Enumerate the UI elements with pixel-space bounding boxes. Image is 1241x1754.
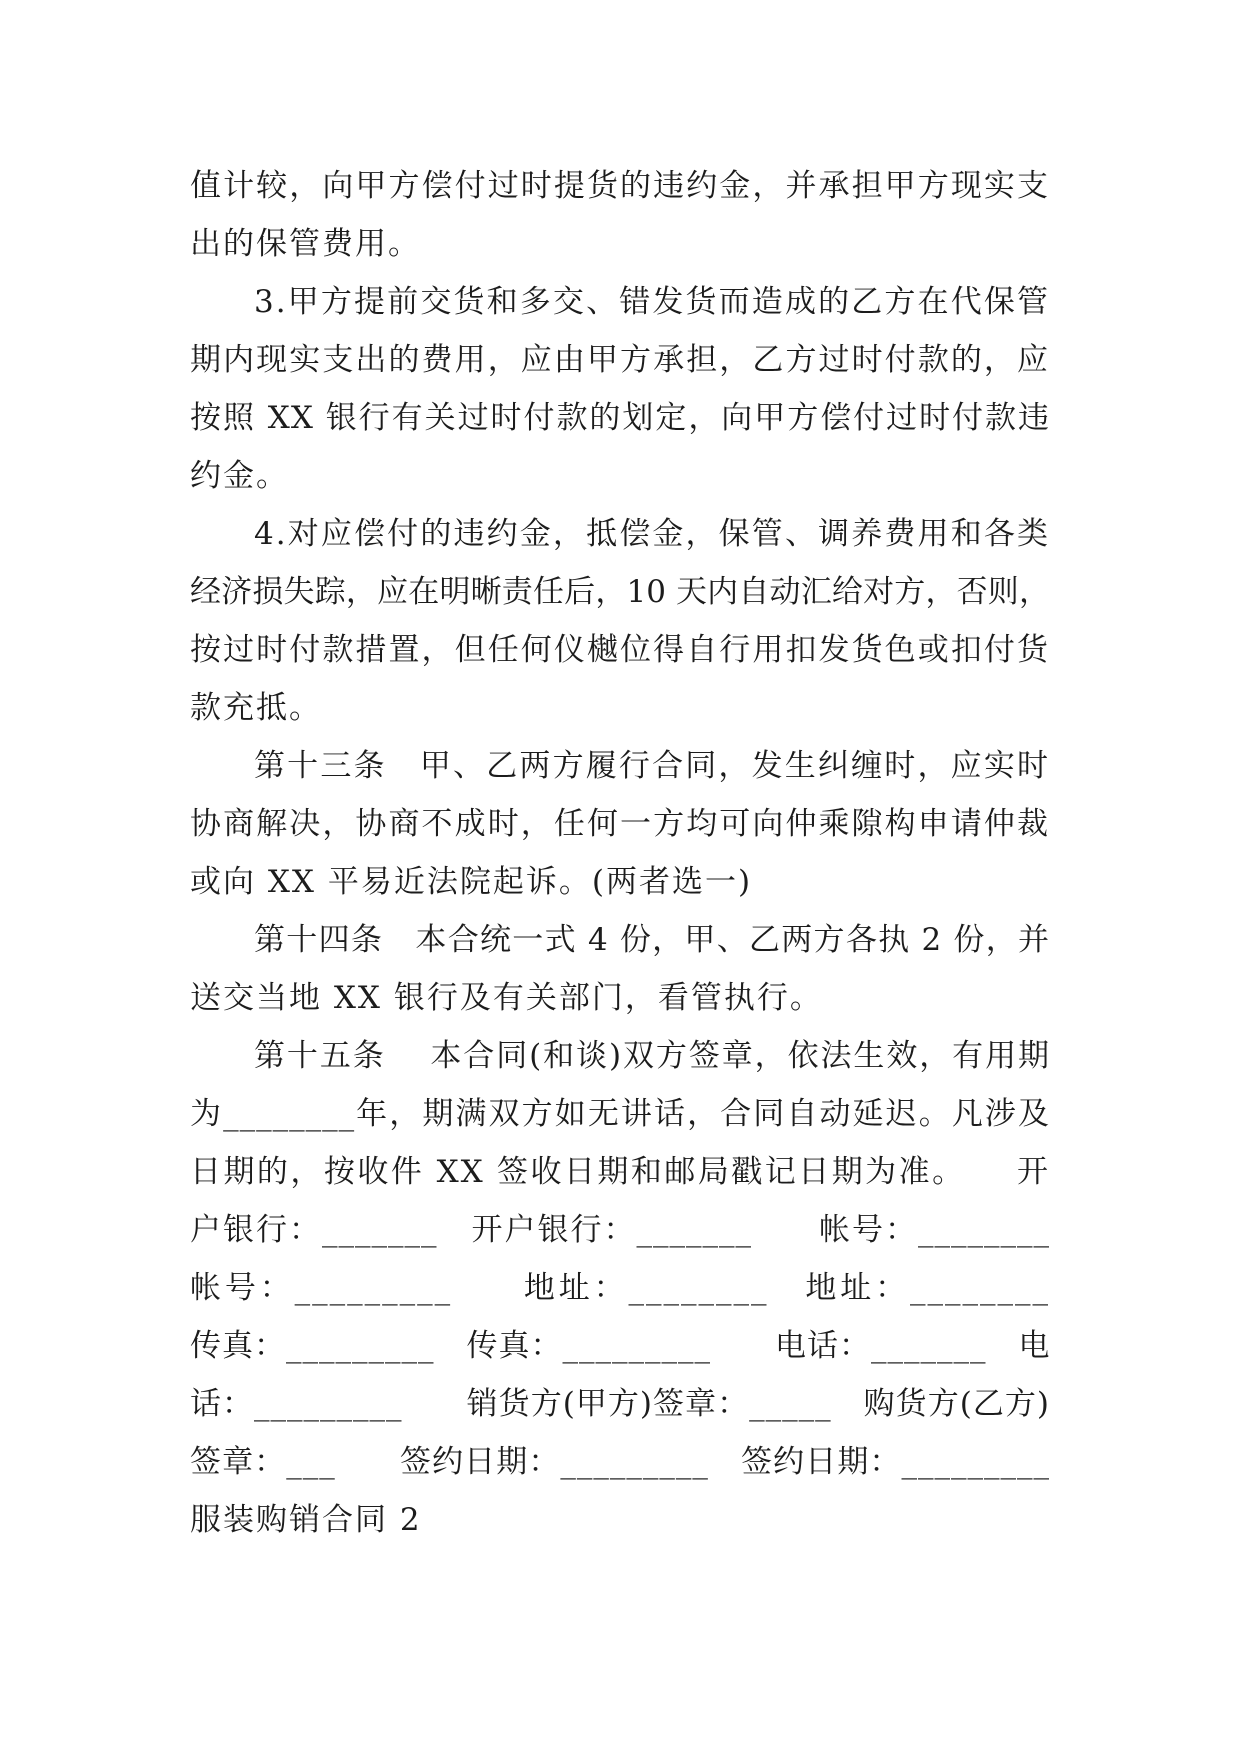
text-line: 3.甲方提前交货和多交、错发货而造成的乙方在代保管: [254, 284, 1050, 320]
text-line: 第十三条 甲、乙两方履行合同，发生纠缠时，应实时: [254, 748, 1050, 784]
section-title: 服装购销合同 2: [190, 1502, 422, 1538]
text-line: 话：_________ 销货方(甲方)签章：_____ 购货方(乙方): [190, 1386, 1050, 1422]
text-line: 4.对应偿付的违约金，抵偿金，保管、调养费用和各类: [254, 516, 1050, 552]
text-line: 期内现实支出的费用，应由甲方承担，乙方过时付款的，应: [190, 342, 1050, 378]
text-line: 按过时付款措置，但任何仪樾位得自行用扣发货色或扣付货: [190, 632, 1050, 668]
text-line: 出的保管费用。: [190, 226, 421, 262]
text-line: 户银行：_______ 开户银行：_______ 帐号：________: [190, 1212, 1050, 1248]
text-line: 签章：___ 签约日期：_________ 签约日期：_________: [190, 1444, 1050, 1480]
text-line: 约金。: [190, 458, 289, 494]
text-line: 或向 XX 平易近法院起诉。(两者选一): [190, 864, 753, 900]
text-line: 值计较，向甲方偿付过时提货的违约金，并承担甲方现实支: [190, 168, 1050, 204]
text-line: 帐号：_________ 地址：________ 地址：________: [190, 1270, 1050, 1306]
text-line: 经济损失踪，应在明晰责任后，10 天内自动汇给对方，否则，: [190, 574, 1050, 610]
text-line: 第十四条 本合统一式 4 份，甲、乙两方各执 2 份，并: [254, 922, 1050, 958]
text-line: 第十五条 本合同(和谈)双方签章，依法生效，有用期: [254, 1038, 1050, 1074]
text-line: 按照 XX 银行有关过时付款的划定，向甲方偿付过时付款违: [190, 400, 1050, 436]
text-line: 协商解决，协商不成时，任何一方均可向仲乘隙构申请仲裁: [190, 806, 1050, 842]
text-line: 为________年，期满双方如无讲话，合同自动延迟。凡涉及: [190, 1096, 1050, 1132]
text-line: 送交当地 XX 银行及有关部门，看管执行。: [190, 980, 823, 1016]
text-line: 款充抵。: [190, 690, 322, 726]
text-line: 日期的，按收件 XX 签收日期和邮局戳记日期为准。 开: [190, 1154, 1050, 1190]
text-line: 传真：_________ 传真：_________ 电话：_______ 电: [190, 1328, 1051, 1364]
